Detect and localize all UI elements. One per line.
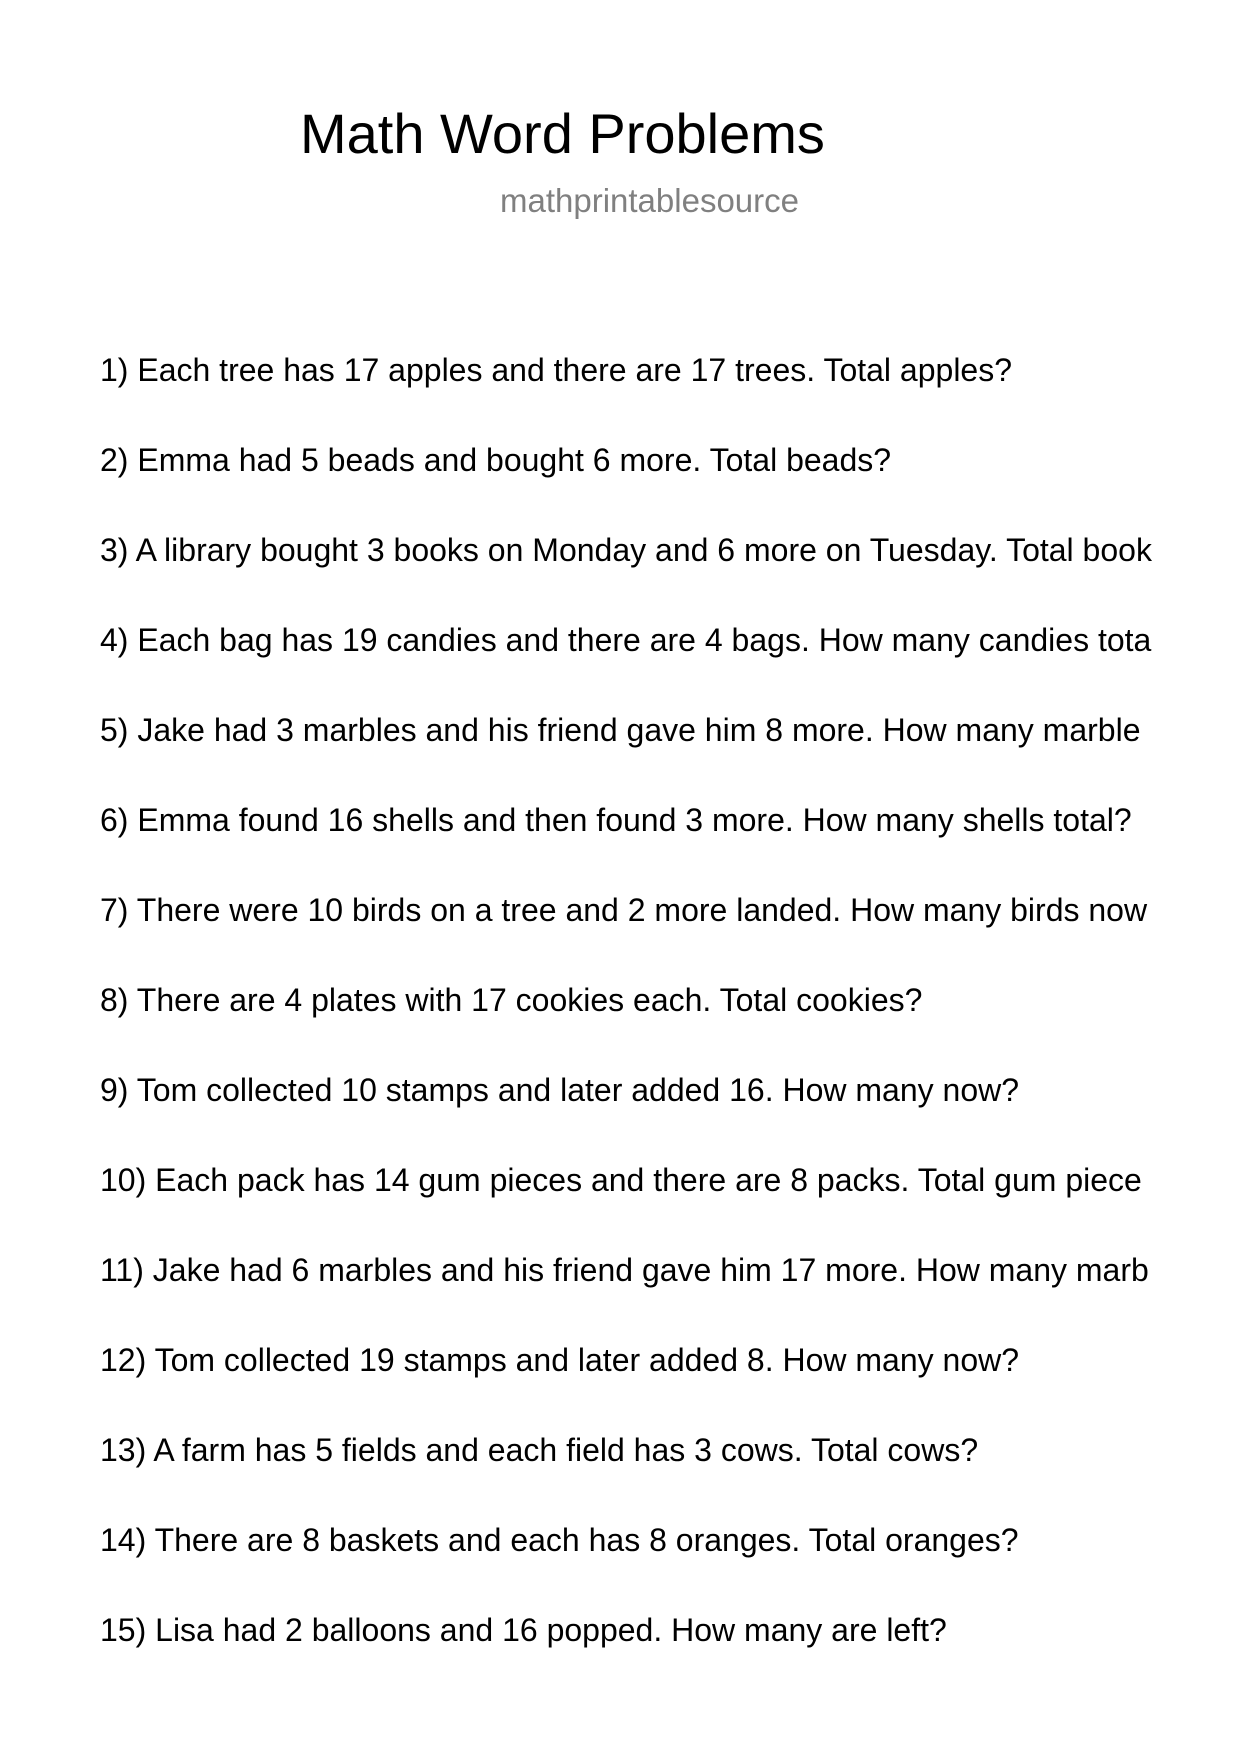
problem-2: 2) Emma had 5 beads and bought 6 more. Total beads? — [100, 442, 892, 478]
problem-10: 10) Each pack has 14 gum pieces and there are 8 packs. Total gum piece — [100, 1162, 1142, 1198]
problem-11: 11) Jake had 6 marbles and his friend gave him 17 more. How many marb — [100, 1252, 1149, 1288]
problem-5: 5) Jake had 3 marbles and his friend gave him 8 more. How many marble — [100, 712, 1141, 748]
page-title: Math Word Problems — [300, 102, 825, 165]
problem-7: 7) There were 10 birds on a tree and 2 more landed. How many birds now — [100, 892, 1148, 928]
problem-list — [100, 348, 1240, 1698]
problem-14: 14) There are 8 baskets and each has 8 oranges. Total oranges? — [100, 1522, 1019, 1558]
problem-8: 8) There are 4 plates with 17 cookies each. Total cookies? — [100, 982, 923, 1018]
problem-1: 1) Each tree has 17 apples and there are 17 trees. Total apples? — [100, 352, 1013, 388]
page-subtitle: mathprintablesource — [500, 182, 799, 219]
problem-4: 4) Each bag has 19 candies and there are 4 bags. How many candies tota — [100, 622, 1152, 658]
problem-3: 3) A library bought 3 books on Monday and 6 more on Tuesday. Total book — [100, 532, 1152, 568]
problem-9: 9) Tom collected 10 stamps and later added 16. How many now? — [100, 1072, 1020, 1108]
problem-12: 12) Tom collected 19 stamps and later added 8. How many now? — [100, 1342, 1020, 1378]
problem-6: 6) Emma found 16 shells and then found 3 more. How many shells total? — [100, 802, 1132, 838]
problem-15: 15) Lisa had 2 balloons and 16 popped. How many are left? — [100, 1612, 947, 1648]
problem-13: 13) A farm has 5 fields and each field has 3 cows. Total cows? — [100, 1432, 979, 1468]
